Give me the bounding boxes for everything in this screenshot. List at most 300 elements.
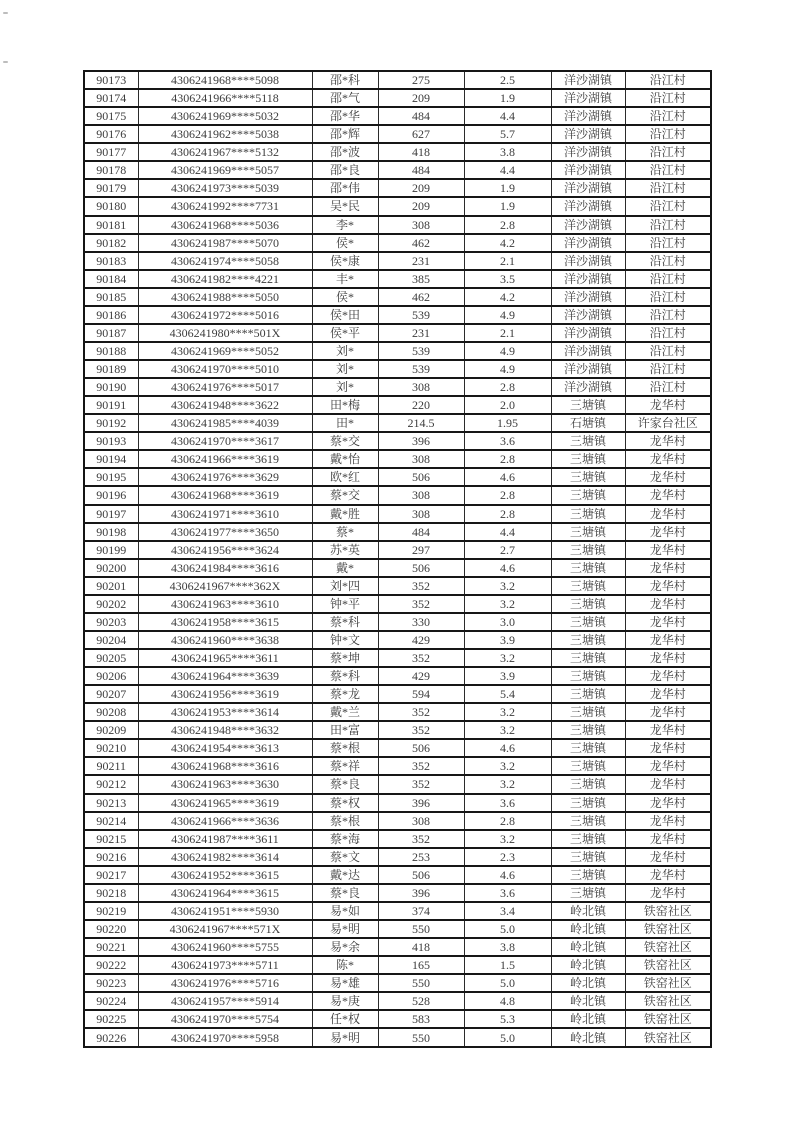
town-cell: 洋沙湖镇 bbox=[551, 125, 625, 143]
table-row bbox=[84, 956, 711, 974]
name-cell: 易*庚 bbox=[312, 992, 378, 1010]
name-cell: 刘* bbox=[312, 360, 378, 378]
amount-cell: 214.5 bbox=[378, 414, 464, 432]
village-cell: 沿江村 bbox=[625, 107, 711, 125]
scan-artifact-mark bbox=[3, 12, 8, 14]
serial-cell: 90203 bbox=[84, 613, 138, 631]
table-row bbox=[84, 179, 711, 197]
table-row bbox=[84, 757, 711, 775]
id-number-cell: 4306241985****4039 bbox=[138, 414, 312, 432]
town-cell: 洋沙湖镇 bbox=[551, 360, 625, 378]
table-row bbox=[84, 794, 711, 812]
name-cell: 刘* bbox=[312, 342, 378, 360]
town-cell: 洋沙湖镇 bbox=[551, 342, 625, 360]
id-number-cell: 4306241988****5050 bbox=[138, 288, 312, 306]
town-cell: 洋沙湖镇 bbox=[551, 107, 625, 125]
name-cell: 钟*平 bbox=[312, 595, 378, 613]
id-number-cell: 4306241958****3615 bbox=[138, 613, 312, 631]
name-cell: 田*梅 bbox=[312, 396, 378, 414]
rate-cell: 2.0 bbox=[464, 396, 551, 414]
rate-cell: 3.6 bbox=[464, 884, 551, 902]
amount-cell: 308 bbox=[378, 450, 464, 468]
name-cell: 蔡*交 bbox=[312, 486, 378, 504]
table-row bbox=[84, 378, 711, 396]
serial-cell: 90183 bbox=[84, 252, 138, 270]
rate-cell: 2.1 bbox=[464, 324, 551, 342]
id-number-cell: 4306241960****3638 bbox=[138, 631, 312, 649]
amount-cell: 429 bbox=[378, 631, 464, 649]
id-number-cell: 4306241967****362X bbox=[138, 577, 312, 595]
rate-cell: 4.6 bbox=[464, 739, 551, 757]
town-cell: 三塘镇 bbox=[551, 432, 625, 450]
town-cell: 岭北镇 bbox=[551, 1010, 625, 1028]
amount-cell: 352 bbox=[378, 703, 464, 721]
rate-cell: 3.0 bbox=[464, 613, 551, 631]
serial-cell: 90193 bbox=[84, 432, 138, 450]
amount-cell: 308 bbox=[378, 486, 464, 504]
town-cell: 岭北镇 bbox=[551, 920, 625, 938]
id-number-cell: 4306241968****3619 bbox=[138, 486, 312, 504]
serial-cell: 90184 bbox=[84, 270, 138, 288]
id-number-cell: 4306241982****3614 bbox=[138, 848, 312, 866]
records-table-body bbox=[84, 71, 711, 1047]
id-number-cell: 4306241957****5914 bbox=[138, 992, 312, 1010]
table-row bbox=[84, 721, 711, 739]
id-number-cell: 4306241971****3610 bbox=[138, 505, 312, 523]
amount-cell: 374 bbox=[378, 902, 464, 920]
village-cell: 沿江村 bbox=[625, 179, 711, 197]
id-number-cell: 4306241970****5010 bbox=[138, 360, 312, 378]
amount-cell: 297 bbox=[378, 541, 464, 559]
serial-cell: 90224 bbox=[84, 992, 138, 1010]
name-cell: 蔡*良 bbox=[312, 775, 378, 793]
rate-cell: 4.8 bbox=[464, 992, 551, 1010]
amount-cell: 550 bbox=[378, 1028, 464, 1047]
serial-cell: 90182 bbox=[84, 234, 138, 252]
table-row bbox=[84, 649, 711, 667]
table-row bbox=[84, 234, 711, 252]
rate-cell: 4.9 bbox=[464, 306, 551, 324]
name-cell: 戴*达 bbox=[312, 866, 378, 884]
village-cell: 龙华村 bbox=[625, 703, 711, 721]
town-cell: 三塘镇 bbox=[551, 794, 625, 812]
id-number-cell: 4306241964****3615 bbox=[138, 884, 312, 902]
village-cell: 沿江村 bbox=[625, 89, 711, 107]
village-cell: 龙华村 bbox=[625, 649, 711, 667]
table-row bbox=[84, 505, 711, 523]
town-cell: 洋沙湖镇 bbox=[551, 89, 625, 107]
amount-cell: 539 bbox=[378, 360, 464, 378]
table-row bbox=[84, 812, 711, 830]
serial-cell: 90208 bbox=[84, 703, 138, 721]
table-row bbox=[84, 450, 711, 468]
amount-cell: 396 bbox=[378, 884, 464, 902]
serial-cell: 90214 bbox=[84, 812, 138, 830]
table-row bbox=[84, 161, 711, 179]
name-cell: 侯*田 bbox=[312, 306, 378, 324]
name-cell: 李* bbox=[312, 216, 378, 234]
village-cell: 铁窑社区 bbox=[625, 1028, 711, 1047]
serial-cell: 90175 bbox=[84, 107, 138, 125]
id-number-cell: 4306241948****3632 bbox=[138, 721, 312, 739]
serial-cell: 90225 bbox=[84, 1010, 138, 1028]
amount-cell: 418 bbox=[378, 143, 464, 161]
id-number-cell: 4306241948****3622 bbox=[138, 396, 312, 414]
table-row bbox=[84, 360, 711, 378]
village-cell: 沿江村 bbox=[625, 360, 711, 378]
rate-cell: 2.8 bbox=[464, 450, 551, 468]
amount-cell: 550 bbox=[378, 974, 464, 992]
id-number-cell: 4306241963****3610 bbox=[138, 595, 312, 613]
name-cell: 任*权 bbox=[312, 1010, 378, 1028]
table-row bbox=[84, 775, 711, 793]
serial-cell: 90210 bbox=[84, 739, 138, 757]
id-number-cell: 4306241973****5711 bbox=[138, 956, 312, 974]
name-cell: 易*如 bbox=[312, 902, 378, 920]
name-cell: 邵*科 bbox=[312, 71, 378, 89]
village-cell: 沿江村 bbox=[625, 270, 711, 288]
serial-cell: 90223 bbox=[84, 974, 138, 992]
village-cell: 沿江村 bbox=[625, 197, 711, 215]
town-cell: 洋沙湖镇 bbox=[551, 324, 625, 342]
town-cell: 洋沙湖镇 bbox=[551, 378, 625, 396]
name-cell: 易*余 bbox=[312, 938, 378, 956]
table-row bbox=[84, 342, 711, 360]
village-cell: 龙华村 bbox=[625, 866, 711, 884]
id-number-cell: 4306241964****3639 bbox=[138, 667, 312, 685]
rate-cell: 3.2 bbox=[464, 703, 551, 721]
table-row bbox=[84, 486, 711, 504]
serial-cell: 90222 bbox=[84, 956, 138, 974]
serial-cell: 90211 bbox=[84, 757, 138, 775]
amount-cell: 231 bbox=[378, 324, 464, 342]
town-cell: 洋沙湖镇 bbox=[551, 216, 625, 234]
name-cell: 侯* bbox=[312, 288, 378, 306]
table-row bbox=[84, 920, 711, 938]
rate-cell: 2.5 bbox=[464, 71, 551, 89]
amount-cell: 396 bbox=[378, 432, 464, 450]
table-row bbox=[84, 541, 711, 559]
id-number-cell: 4306241987****5070 bbox=[138, 234, 312, 252]
town-cell: 三塘镇 bbox=[551, 830, 625, 848]
id-number-cell: 4306241969****5052 bbox=[138, 342, 312, 360]
serial-cell: 90180 bbox=[84, 197, 138, 215]
table-row bbox=[84, 432, 711, 450]
village-cell: 龙华村 bbox=[625, 812, 711, 830]
table-row bbox=[84, 288, 711, 306]
table-row bbox=[84, 613, 711, 631]
village-cell: 沿江村 bbox=[625, 252, 711, 270]
rate-cell: 2.8 bbox=[464, 378, 551, 396]
id-number-cell: 4306241968****5036 bbox=[138, 216, 312, 234]
id-number-cell: 4306241965****3611 bbox=[138, 649, 312, 667]
village-cell: 沿江村 bbox=[625, 216, 711, 234]
amount-cell: 352 bbox=[378, 721, 464, 739]
amount-cell: 385 bbox=[378, 270, 464, 288]
town-cell: 洋沙湖镇 bbox=[551, 179, 625, 197]
name-cell: 钟*文 bbox=[312, 631, 378, 649]
rate-cell: 4.9 bbox=[464, 342, 551, 360]
village-cell: 铁窑社区 bbox=[625, 992, 711, 1010]
rate-cell: 5.0 bbox=[464, 1028, 551, 1047]
amount-cell: 550 bbox=[378, 920, 464, 938]
serial-cell: 90192 bbox=[84, 414, 138, 432]
town-cell: 洋沙湖镇 bbox=[551, 71, 625, 89]
town-cell: 三塘镇 bbox=[551, 595, 625, 613]
village-cell: 龙华村 bbox=[625, 468, 711, 486]
rate-cell: 4.6 bbox=[464, 866, 551, 884]
name-cell: 戴*胜 bbox=[312, 505, 378, 523]
town-cell: 三塘镇 bbox=[551, 577, 625, 595]
village-cell: 龙华村 bbox=[625, 450, 711, 468]
town-cell: 三塘镇 bbox=[551, 631, 625, 649]
amount-cell: 583 bbox=[378, 1010, 464, 1028]
town-cell: 洋沙湖镇 bbox=[551, 234, 625, 252]
rate-cell: 5.0 bbox=[464, 974, 551, 992]
name-cell: 苏*英 bbox=[312, 541, 378, 559]
id-number-cell: 4306241973****5039 bbox=[138, 179, 312, 197]
rate-cell: 3.2 bbox=[464, 775, 551, 793]
amount-cell: 308 bbox=[378, 378, 464, 396]
id-number-cell: 4306241967****571X bbox=[138, 920, 312, 938]
rate-cell: 1.9 bbox=[464, 197, 551, 215]
amount-cell: 429 bbox=[378, 667, 464, 685]
amount-cell: 627 bbox=[378, 125, 464, 143]
id-number-cell: 4306241954****3613 bbox=[138, 739, 312, 757]
town-cell: 三塘镇 bbox=[551, 523, 625, 541]
rate-cell: 3.5 bbox=[464, 270, 551, 288]
table-row bbox=[84, 559, 711, 577]
name-cell: 蔡*文 bbox=[312, 848, 378, 866]
table-row bbox=[84, 252, 711, 270]
amount-cell: 330 bbox=[378, 613, 464, 631]
serial-cell: 90213 bbox=[84, 794, 138, 812]
village-cell: 铁窑社区 bbox=[625, 920, 711, 938]
serial-cell: 90187 bbox=[84, 324, 138, 342]
town-cell: 三塘镇 bbox=[551, 739, 625, 757]
id-number-cell: 4306241960****5755 bbox=[138, 938, 312, 956]
amount-cell: 308 bbox=[378, 505, 464, 523]
id-number-cell: 4306241953****3614 bbox=[138, 703, 312, 721]
amount-cell: 506 bbox=[378, 739, 464, 757]
table-row bbox=[84, 216, 711, 234]
table-row bbox=[84, 667, 711, 685]
table-row bbox=[84, 739, 711, 757]
rate-cell: 3.6 bbox=[464, 794, 551, 812]
town-cell: 三塘镇 bbox=[551, 757, 625, 775]
name-cell: 蔡*坤 bbox=[312, 649, 378, 667]
serial-cell: 90176 bbox=[84, 125, 138, 143]
town-cell: 岭北镇 bbox=[551, 974, 625, 992]
rate-cell: 4.9 bbox=[464, 360, 551, 378]
name-cell: 戴* bbox=[312, 559, 378, 577]
id-number-cell: 4306241963****3630 bbox=[138, 775, 312, 793]
name-cell: 陈* bbox=[312, 956, 378, 974]
rate-cell: 2.8 bbox=[464, 505, 551, 523]
name-cell: 邵*伟 bbox=[312, 179, 378, 197]
town-cell: 洋沙湖镇 bbox=[551, 270, 625, 288]
name-cell: 蔡*龙 bbox=[312, 685, 378, 703]
amount-cell: 462 bbox=[378, 288, 464, 306]
id-number-cell: 4306241976****3629 bbox=[138, 468, 312, 486]
amount-cell: 462 bbox=[378, 234, 464, 252]
rate-cell: 3.4 bbox=[464, 902, 551, 920]
id-number-cell: 4306241951****5930 bbox=[138, 902, 312, 920]
village-cell: 龙华村 bbox=[625, 541, 711, 559]
serial-cell: 90191 bbox=[84, 396, 138, 414]
rate-cell: 2.3 bbox=[464, 848, 551, 866]
serial-cell: 90188 bbox=[84, 342, 138, 360]
serial-cell: 90216 bbox=[84, 848, 138, 866]
id-number-cell: 4306241965****3619 bbox=[138, 794, 312, 812]
name-cell: 蔡*科 bbox=[312, 667, 378, 685]
name-cell: 刘* bbox=[312, 378, 378, 396]
name-cell: 蔡*交 bbox=[312, 432, 378, 450]
serial-cell: 90196 bbox=[84, 486, 138, 504]
rate-cell: 4.2 bbox=[464, 288, 551, 306]
village-cell: 龙华村 bbox=[625, 884, 711, 902]
rate-cell: 3.2 bbox=[464, 757, 551, 775]
village-cell: 龙华村 bbox=[625, 775, 711, 793]
serial-cell: 90209 bbox=[84, 721, 138, 739]
village-cell: 龙华村 bbox=[625, 757, 711, 775]
serial-cell: 90185 bbox=[84, 288, 138, 306]
village-cell: 龙华村 bbox=[625, 830, 711, 848]
table-row bbox=[84, 143, 711, 161]
id-number-cell: 4306241967****5132 bbox=[138, 143, 312, 161]
amount-cell: 165 bbox=[378, 956, 464, 974]
town-cell: 洋沙湖镇 bbox=[551, 252, 625, 270]
town-cell: 三塘镇 bbox=[551, 703, 625, 721]
serial-cell: 90195 bbox=[84, 468, 138, 486]
village-cell: 龙华村 bbox=[625, 577, 711, 595]
name-cell: 戴*怡 bbox=[312, 450, 378, 468]
table-row bbox=[84, 703, 711, 721]
rate-cell: 4.4 bbox=[464, 523, 551, 541]
serial-cell: 90173 bbox=[84, 71, 138, 89]
village-cell: 铁窑社区 bbox=[625, 938, 711, 956]
amount-cell: 231 bbox=[378, 252, 464, 270]
name-cell: 邵*良 bbox=[312, 161, 378, 179]
id-number-cell: 4306241969****5032 bbox=[138, 107, 312, 125]
village-cell: 铁窑社区 bbox=[625, 956, 711, 974]
village-cell: 许家台社区 bbox=[625, 414, 711, 432]
serial-cell: 90198 bbox=[84, 523, 138, 541]
rate-cell: 3.2 bbox=[464, 595, 551, 613]
serial-cell: 90201 bbox=[84, 577, 138, 595]
village-cell: 龙华村 bbox=[625, 523, 711, 541]
village-cell: 铁窑社区 bbox=[625, 1010, 711, 1028]
id-number-cell: 4306241969****5057 bbox=[138, 161, 312, 179]
amount-cell: 506 bbox=[378, 468, 464, 486]
rate-cell: 3.8 bbox=[464, 143, 551, 161]
amount-cell: 253 bbox=[378, 848, 464, 866]
rate-cell: 4.6 bbox=[464, 468, 551, 486]
village-cell: 沿江村 bbox=[625, 378, 711, 396]
id-number-cell: 4306241968****5098 bbox=[138, 71, 312, 89]
name-cell: 侯*康 bbox=[312, 252, 378, 270]
town-cell: 三塘镇 bbox=[551, 559, 625, 577]
village-cell: 沿江村 bbox=[625, 342, 711, 360]
name-cell: 邵*波 bbox=[312, 143, 378, 161]
name-cell: 易*雄 bbox=[312, 974, 378, 992]
amount-cell: 484 bbox=[378, 107, 464, 125]
serial-cell: 90177 bbox=[84, 143, 138, 161]
amount-cell: 418 bbox=[378, 938, 464, 956]
rate-cell: 4.6 bbox=[464, 559, 551, 577]
town-cell: 岭北镇 bbox=[551, 1028, 625, 1047]
table-row bbox=[84, 992, 711, 1010]
village-cell: 沿江村 bbox=[625, 143, 711, 161]
village-cell: 龙华村 bbox=[625, 559, 711, 577]
town-cell: 洋沙湖镇 bbox=[551, 161, 625, 179]
rate-cell: 5.0 bbox=[464, 920, 551, 938]
id-number-cell: 4306241977****3650 bbox=[138, 523, 312, 541]
serial-cell: 90199 bbox=[84, 541, 138, 559]
amount-cell: 275 bbox=[378, 71, 464, 89]
id-number-cell: 4306241966****3636 bbox=[138, 812, 312, 830]
serial-cell: 90212 bbox=[84, 775, 138, 793]
name-cell: 蔡*根 bbox=[312, 812, 378, 830]
village-cell: 沿江村 bbox=[625, 288, 711, 306]
serial-cell: 90204 bbox=[84, 631, 138, 649]
rate-cell: 2.8 bbox=[464, 486, 551, 504]
name-cell: 蔡*良 bbox=[312, 884, 378, 902]
rate-cell: 2.7 bbox=[464, 541, 551, 559]
town-cell: 洋沙湖镇 bbox=[551, 143, 625, 161]
rate-cell: 1.95 bbox=[464, 414, 551, 432]
table-row bbox=[84, 1010, 711, 1028]
town-cell: 三塘镇 bbox=[551, 649, 625, 667]
table-row bbox=[84, 577, 711, 595]
rate-cell: 1.9 bbox=[464, 179, 551, 197]
table-row bbox=[84, 197, 711, 215]
amount-cell: 396 bbox=[378, 794, 464, 812]
town-cell: 三塘镇 bbox=[551, 613, 625, 631]
village-cell: 龙华村 bbox=[625, 667, 711, 685]
rate-cell: 3.2 bbox=[464, 649, 551, 667]
town-cell: 洋沙湖镇 bbox=[551, 197, 625, 215]
town-cell: 三塘镇 bbox=[551, 486, 625, 504]
name-cell: 丰* bbox=[312, 270, 378, 288]
table-row bbox=[84, 830, 711, 848]
amount-cell: 506 bbox=[378, 559, 464, 577]
table-row bbox=[84, 1028, 711, 1047]
serial-cell: 90215 bbox=[84, 830, 138, 848]
town-cell: 三塘镇 bbox=[551, 848, 625, 866]
amount-cell: 506 bbox=[378, 866, 464, 884]
name-cell: 易*明 bbox=[312, 1028, 378, 1047]
id-number-cell: 4306241982****4221 bbox=[138, 270, 312, 288]
id-number-cell: 4306241984****3616 bbox=[138, 559, 312, 577]
amount-cell: 209 bbox=[378, 197, 464, 215]
amount-cell: 594 bbox=[378, 685, 464, 703]
name-cell: 蔡*海 bbox=[312, 830, 378, 848]
name-cell: 蔡*科 bbox=[312, 613, 378, 631]
amount-cell: 209 bbox=[378, 179, 464, 197]
id-number-cell: 4306241970****3617 bbox=[138, 432, 312, 450]
rate-cell: 3.2 bbox=[464, 830, 551, 848]
name-cell: 田*富 bbox=[312, 721, 378, 739]
serial-cell: 90219 bbox=[84, 902, 138, 920]
id-number-cell: 4306241976****5716 bbox=[138, 974, 312, 992]
village-cell: 龙华村 bbox=[625, 432, 711, 450]
id-number-cell: 4306241966****3619 bbox=[138, 450, 312, 468]
name-cell: 蔡*根 bbox=[312, 739, 378, 757]
table-row bbox=[84, 270, 711, 288]
table-row bbox=[84, 884, 711, 902]
serial-cell: 90186 bbox=[84, 306, 138, 324]
